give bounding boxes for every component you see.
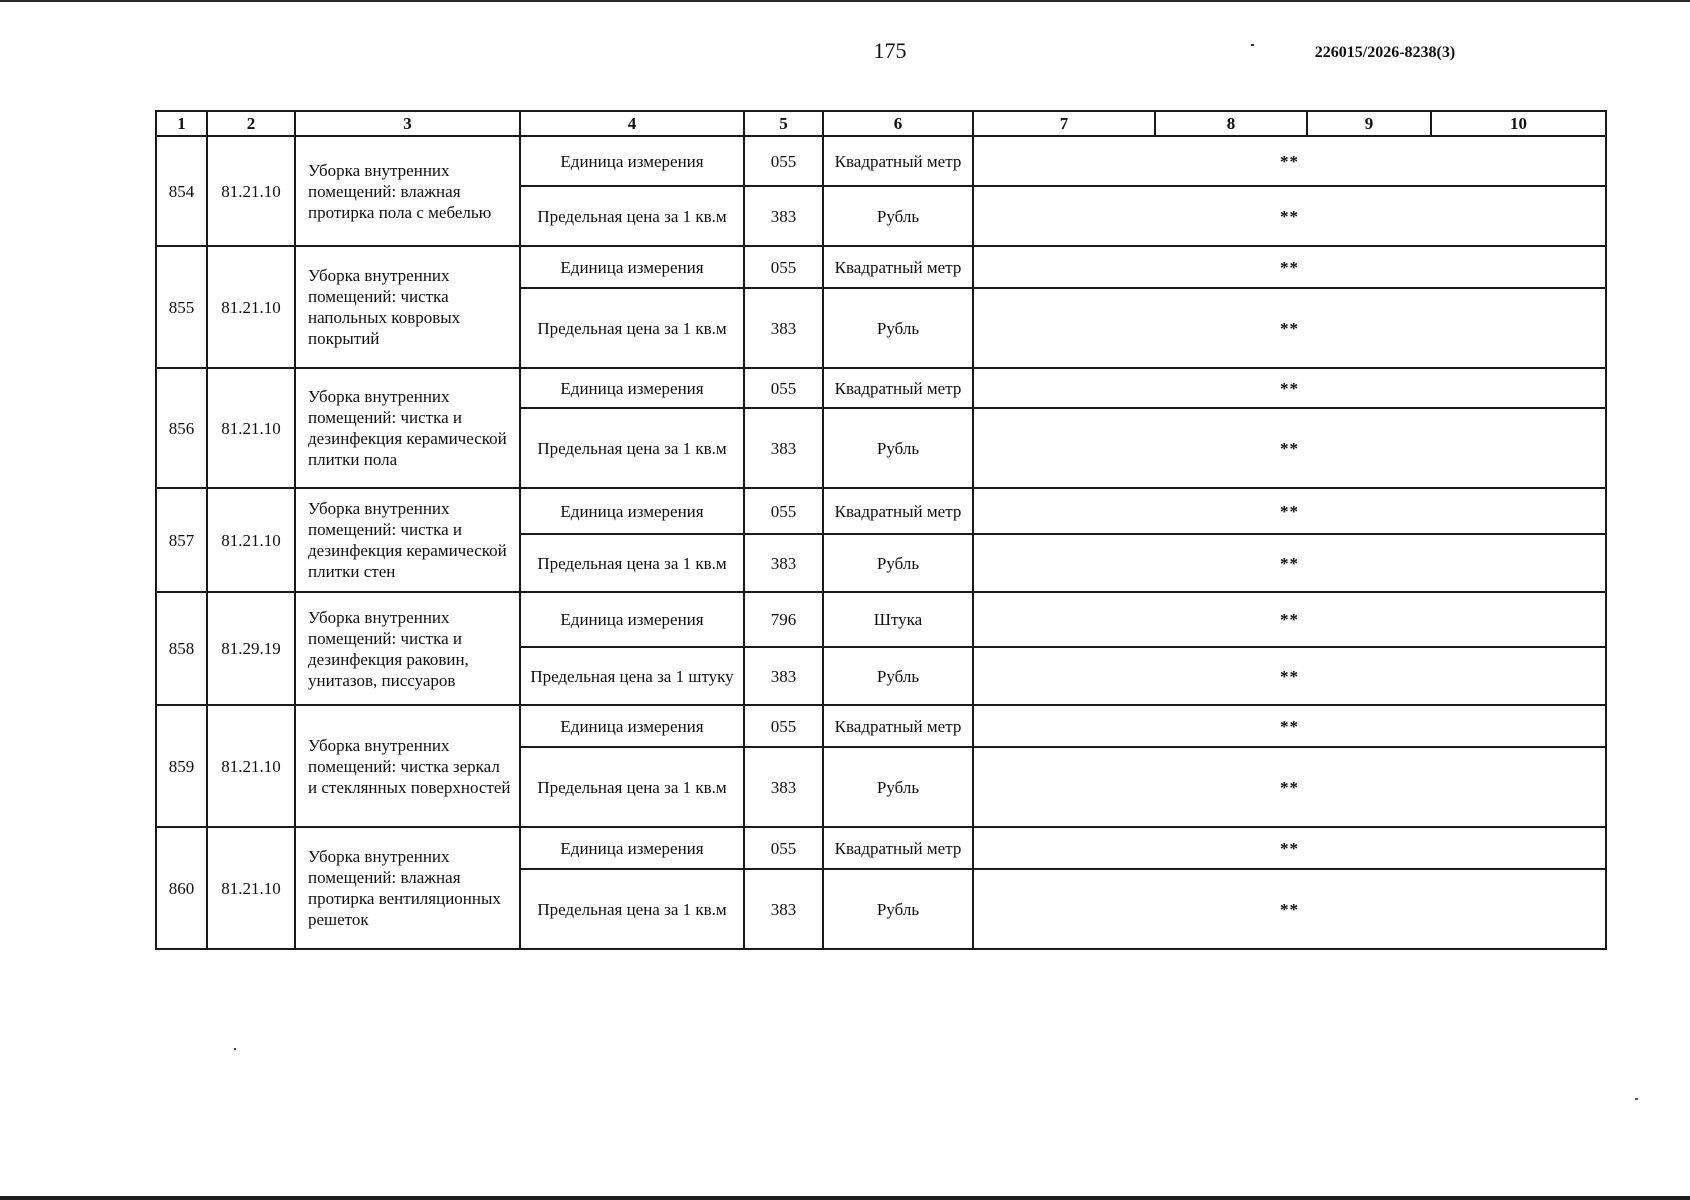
row-number: 855 [156, 246, 207, 368]
okpd2-code: 81.21.10 [207, 705, 295, 827]
column-header: 8 [1155, 111, 1307, 136]
price-placeholder: ** [973, 647, 1606, 705]
indicator-name: Единица измерения [520, 827, 744, 869]
column-header: 5 [744, 111, 823, 136]
price-table [155, 110, 1607, 950]
indicator-name: Предельная цена за 1 кв.м [520, 186, 744, 246]
indicator-name: Предельная цена за 1 кв.м [520, 747, 744, 827]
indicator-name: Единица измерения [520, 592, 744, 647]
scan-speck [1251, 44, 1254, 46]
column-header: 1 [156, 111, 207, 136]
table-row-unit [156, 246, 1606, 288]
okpd2-code: 81.21.10 [207, 246, 295, 368]
column-number-row [156, 111, 1606, 136]
okei-code: 383 [744, 186, 823, 246]
column-header: 2 [207, 111, 295, 136]
okpd2-code: 81.21.10 [207, 136, 295, 246]
okpd2-code: 81.21.10 [207, 488, 295, 592]
characteristics-placeholder: ** [973, 488, 1606, 534]
service-name: Уборка внутренних помещений: влажная протирка пола с мебелью [295, 136, 520, 246]
okei-code: 055 [744, 368, 823, 408]
okpd2-code: 81.29.19 [207, 592, 295, 705]
service-name: Уборка внутренних помещений: чистка напольных ковровых покрытий [295, 246, 520, 368]
column-header: 9 [1307, 111, 1431, 136]
column-header: 3 [295, 111, 520, 136]
scan-speck [234, 1048, 236, 1050]
indicator-name: Предельная цена за 1 кв.м [520, 408, 744, 488]
okei-code: 383 [744, 408, 823, 488]
price-placeholder: ** [973, 747, 1606, 827]
okei-code: 796 [744, 592, 823, 647]
table-row-unit [156, 705, 1606, 747]
column-header: 4 [520, 111, 744, 136]
service-name: Уборка внутренних помещений: чистка и дезинфекция керамической плитки пола [295, 368, 520, 488]
characteristics-placeholder: ** [973, 827, 1606, 869]
table-header [156, 111, 1606, 136]
price-placeholder: ** [973, 534, 1606, 592]
indicator-name: Единица измерения [520, 246, 744, 288]
characteristics-placeholder: ** [973, 592, 1606, 647]
column-header: 7 [973, 111, 1155, 136]
currency-value: Рубль [823, 647, 973, 705]
table-row-unit [156, 488, 1606, 534]
unit-value: Квадратный метр [823, 246, 973, 288]
characteristics-placeholder: ** [973, 136, 1606, 186]
okei-code: 383 [744, 747, 823, 827]
scan-edge-bottom [0, 1196, 1690, 1200]
okei-code: 383 [744, 869, 823, 949]
unit-value: Квадратный метр [823, 488, 973, 534]
okei-code: 383 [744, 647, 823, 705]
document-reference: 226015/2026-8238(3) [1314, 44, 1456, 61]
row-number: 860 [156, 827, 207, 949]
price-placeholder: ** [973, 869, 1606, 949]
row-number: 859 [156, 705, 207, 827]
okei-code: 055 [744, 136, 823, 186]
okei-code: 055 [744, 488, 823, 534]
service-name: Уборка внутренних помещений: чистка и дезинфекция раковин, унитазов, писсуаров [295, 592, 520, 705]
service-name: Уборка внутренних помещений: влажная протирка вентиляционных решеток [295, 827, 520, 949]
service-name: Уборка внутренних помещений: чистка зеркал и стеклянных поверхностей [295, 705, 520, 827]
indicator-name: Предельная цена за 1 кв.м [520, 288, 744, 368]
table-row-unit [156, 368, 1606, 408]
currency-value: Рубль [823, 288, 973, 368]
table-row-unit [156, 827, 1606, 869]
currency-value: Рубль [823, 186, 973, 246]
okei-code: 055 [744, 827, 823, 869]
column-header: 10 [1431, 111, 1606, 136]
price-placeholder: ** [973, 186, 1606, 246]
characteristics-placeholder: ** [973, 705, 1606, 747]
unit-value: Квадратный метр [823, 705, 973, 747]
characteristics-placeholder: ** [973, 368, 1606, 408]
unit-value: Штука [823, 592, 973, 647]
row-number: 858 [156, 592, 207, 705]
table-row-unit [156, 592, 1606, 647]
indicator-name: Предельная цена за 1 кв.м [520, 869, 744, 949]
row-number: 856 [156, 368, 207, 488]
page-number: 175 [873, 38, 907, 63]
service-name: Уборка внутренних помещений: чистка и дезинфекция керамической плитки стен [295, 488, 520, 592]
indicator-name: Единица измерения [520, 136, 744, 186]
okei-code: 055 [744, 705, 823, 747]
currency-value: Рубль [823, 534, 973, 592]
indicator-name: Предельная цена за 1 штуку [520, 647, 744, 705]
okpd2-code: 81.21.10 [207, 368, 295, 488]
currency-value: Рубль [823, 408, 973, 488]
indicator-name: Единица измерения [520, 368, 744, 408]
indicator-name: Единица измерения [520, 488, 744, 534]
column-header: 6 [823, 111, 973, 136]
unit-value: Квадратный метр [823, 136, 973, 186]
unit-value: Квадратный метр [823, 368, 973, 408]
scan-speck [1635, 1098, 1638, 1100]
row-number: 857 [156, 488, 207, 592]
table-body [156, 136, 1606, 949]
currency-value: Рубль [823, 869, 973, 949]
okpd2-code: 81.21.10 [207, 827, 295, 949]
price-table-container [155, 110, 1607, 950]
table-row-unit [156, 136, 1606, 186]
okei-code: 383 [744, 534, 823, 592]
indicator-name: Предельная цена за 1 кв.м [520, 534, 744, 592]
characteristics-placeholder: ** [973, 246, 1606, 288]
okei-code: 055 [744, 246, 823, 288]
row-number: 854 [156, 136, 207, 246]
okei-code: 383 [744, 288, 823, 368]
scan-edge-top [0, 0, 1690, 2]
indicator-name: Единица измерения [520, 705, 744, 747]
unit-value: Квадратный метр [823, 827, 973, 869]
price-placeholder: ** [973, 408, 1606, 488]
currency-value: Рубль [823, 747, 973, 827]
price-placeholder: ** [973, 288, 1606, 368]
